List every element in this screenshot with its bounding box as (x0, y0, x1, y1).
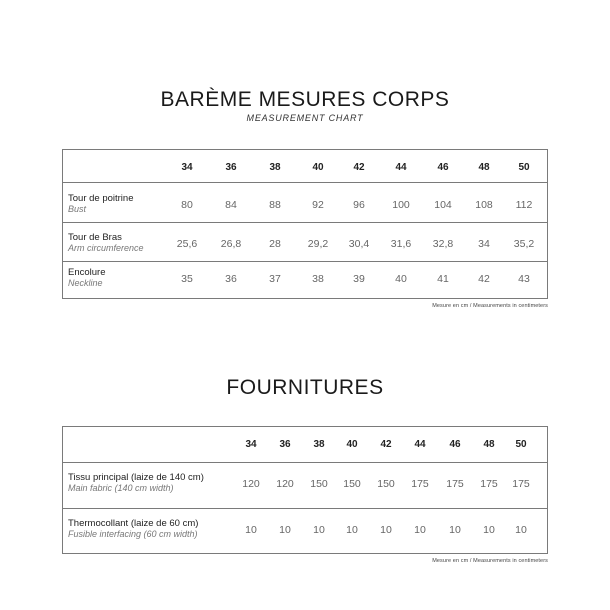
table-cell: 10 (380, 524, 392, 536)
size-header: 34 (245, 439, 257, 450)
size-header: 36 (225, 162, 237, 173)
table-cell: 10 (449, 524, 461, 536)
supplies-table (62, 426, 548, 554)
table-cell: 31,6 (390, 238, 412, 250)
table-cell: 34 (478, 238, 490, 250)
table-cell: 100 (392, 199, 410, 211)
table-cell: 36 (225, 273, 237, 285)
table-cell: 84 (225, 199, 237, 211)
row-label-fr: Thermocollant (laize de 60 cm) (68, 518, 199, 529)
row-label-fr: Tour de Bras (68, 232, 122, 243)
table-cell: 29,2 (307, 238, 329, 250)
table-cell: 10 (515, 524, 527, 536)
table-cell: 120 (242, 478, 260, 490)
row-label-en: Arm circumference (68, 243, 144, 253)
size-header: 40 (312, 162, 324, 173)
table-cell: 35,2 (513, 238, 535, 250)
size-header: 36 (279, 439, 291, 450)
table-cell: 30,4 (348, 238, 370, 250)
size-header: 42 (380, 439, 392, 450)
row-label-en: Neckline (68, 278, 103, 288)
size-header: 48 (478, 162, 490, 173)
measurement-chart-subtitle: MEASUREMENT CHART (246, 113, 364, 123)
table-cell: 10 (279, 524, 291, 536)
table-cell: 10 (313, 524, 325, 536)
size-header: 46 (437, 162, 449, 173)
table-cell: 175 (512, 478, 530, 490)
table-cell: 26,8 (220, 238, 242, 250)
measurement-table (62, 149, 548, 299)
table-cell: 96 (353, 199, 365, 211)
table-cell: 10 (483, 524, 495, 536)
units-note: Mesure en cm / Measurements in centimeters (432, 558, 548, 564)
row-divider (63, 222, 547, 223)
row-divider (63, 462, 547, 463)
row-label-en: Fusible interfacing (60 cm width) (68, 529, 198, 539)
row-divider (63, 261, 547, 262)
size-header: 38 (269, 162, 281, 173)
table-cell: 37 (269, 273, 281, 285)
row-label-fr: Tour de poitrine (68, 193, 134, 204)
table-cell: 112 (515, 199, 533, 211)
size-header: 44 (414, 439, 426, 450)
row-label (68, 193, 133, 215)
supplies-title: FOURNITURES (226, 376, 384, 399)
table-cell: 88 (269, 199, 281, 211)
table-cell: 25,6 (176, 238, 198, 250)
table-cell: 150 (377, 478, 395, 490)
row-label (68, 232, 144, 254)
table-cell: 108 (475, 199, 493, 211)
row-divider (63, 182, 547, 183)
row-label-en: Main fabric (140 cm width) (68, 483, 174, 493)
row-label-fr: Encolure (68, 267, 106, 278)
row-label (68, 518, 198, 540)
row-label (68, 267, 106, 289)
size-header: 40 (346, 439, 358, 450)
table-cell: 39 (353, 273, 365, 285)
measurement-chart-title: BARÈME MESURES CORPS (160, 88, 450, 111)
size-header: 48 (483, 439, 495, 450)
size-header: 44 (395, 162, 407, 173)
table-cell: 150 (343, 478, 361, 490)
table-cell: 104 (434, 199, 452, 211)
table-cell: 10 (245, 524, 257, 536)
units-note: Mesure en cm / Measurements in centimeters (432, 303, 548, 309)
table-cell: 92 (312, 199, 324, 211)
table-cell: 175 (480, 478, 498, 490)
size-header: 34 (181, 162, 193, 173)
table-cell: 42 (478, 273, 490, 285)
table-cell: 38 (312, 273, 324, 285)
size-header: 50 (518, 162, 530, 173)
table-cell: 150 (310, 478, 328, 490)
table-cell: 80 (181, 199, 193, 211)
table-cell: 43 (518, 273, 530, 285)
table-cell: 175 (411, 478, 429, 490)
size-header: 50 (515, 439, 527, 450)
table-cell: 175 (446, 478, 464, 490)
row-divider (63, 508, 547, 509)
table-cell: 32,8 (432, 238, 454, 250)
row-label (68, 472, 204, 494)
table-cell: 40 (395, 273, 407, 285)
table-cell: 35 (181, 273, 193, 285)
size-header: 38 (313, 439, 325, 450)
table-cell: 10 (414, 524, 426, 536)
row-label-en: Bust (68, 204, 87, 214)
size-header: 46 (449, 439, 461, 450)
table-cell: 28 (269, 238, 281, 250)
row-label-fr: Tissu principal (laize de 140 cm) (68, 472, 204, 483)
table-cell: 41 (437, 273, 449, 285)
table-cell: 120 (276, 478, 294, 490)
size-header: 42 (353, 162, 365, 173)
table-cell: 10 (346, 524, 358, 536)
